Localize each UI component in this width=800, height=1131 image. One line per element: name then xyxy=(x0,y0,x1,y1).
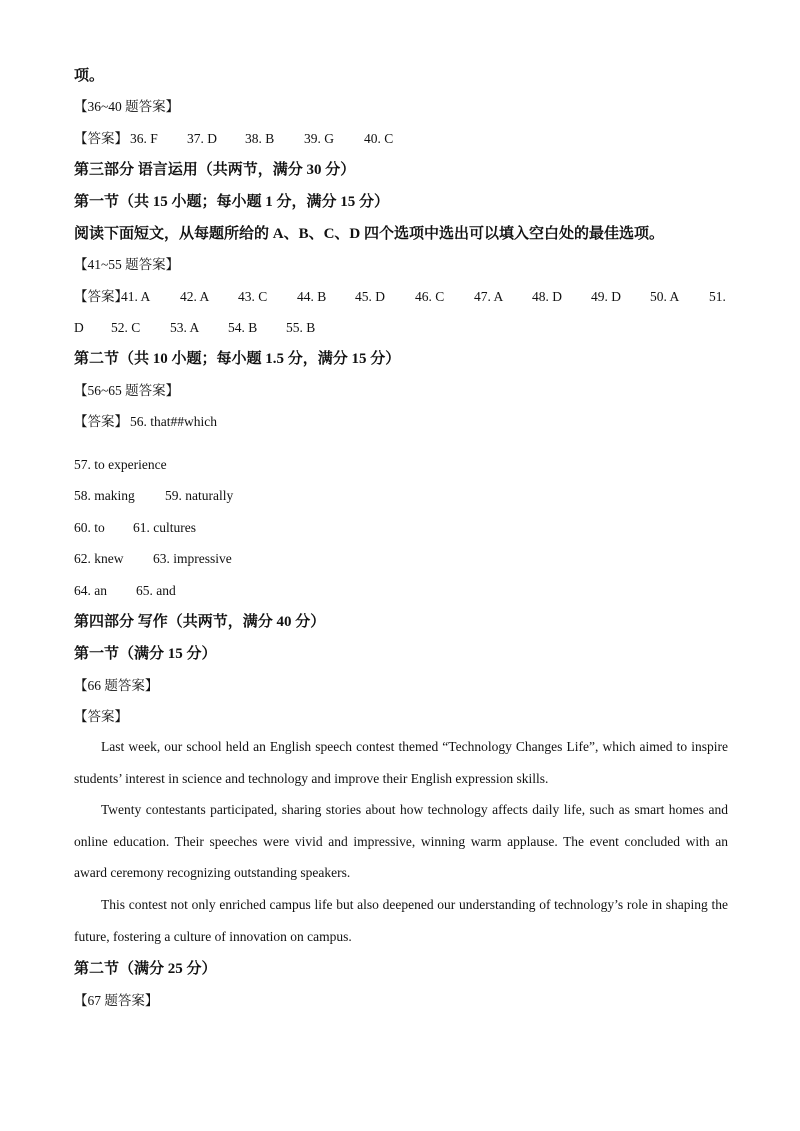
answer-item: 41. A xyxy=(121,289,151,304)
answer-item: 56. that##which xyxy=(130,414,217,429)
q36-40-header: 【36~40 题答案】 xyxy=(74,99,180,114)
answer-item: 65. and xyxy=(136,583,176,598)
answer-item: 58. making xyxy=(74,488,135,503)
answer-item: 37. D xyxy=(187,131,217,146)
answer-item: 52. C xyxy=(111,320,141,335)
answer-item: 44. B xyxy=(297,289,327,304)
essay-paragraph-1: Last week, our school held an English speech contest themed “Technology Changes Life”, which aimed to inspire students’ interest in science and technology and improve their English expression skills. xyxy=(74,739,728,786)
q56-65-header: 【56~65 题答案】 xyxy=(74,383,180,398)
answer-item: 39. G xyxy=(304,131,334,146)
q66-answer-label: 【答案】 xyxy=(74,709,128,724)
q66-header: 【66 题答案】 xyxy=(74,678,159,693)
part3-section2-title: 第二节（共 10 小题；每小题 1.5 分，满分 15 分） xyxy=(74,351,401,367)
answer-item: 60. to xyxy=(74,520,105,535)
part3-section1-title: 第一节（共 15 小题；每小题 1 分，满分 15 分） xyxy=(74,194,390,210)
part3-section1-instruction: 阅读下面短文，从每题所给的 A、B、C、D 四个选项中选出可以填入空白处的最佳选项。 xyxy=(74,226,665,242)
answer-item: 45. D xyxy=(355,289,385,304)
answer-item: 62. knew xyxy=(74,551,124,566)
q67-header: 【67 题答案】 xyxy=(74,993,159,1008)
answer-item: 61. cultures xyxy=(133,520,196,535)
answer-item: 53. A xyxy=(170,320,200,335)
answer-item: 54. B xyxy=(228,320,258,335)
answer-item: D xyxy=(74,320,84,335)
q41-55-header: 【41~55 题答案】 xyxy=(74,257,180,272)
answer-prefix: 【答案】 xyxy=(74,131,128,146)
answer-item: 48. D xyxy=(532,289,562,304)
answer-item: 59. naturally xyxy=(165,488,234,503)
part3-title: 第三部分 语言运用（共两节，满分 30 分） xyxy=(74,162,356,178)
answer-item: 42. A xyxy=(180,289,210,304)
answer-item: 38. B xyxy=(245,131,275,146)
essay-paragraph-3: This contest not only enriched campus life but also deepened our understanding of technology’s role in shaping the future, fostering a culture of innovation on campus. xyxy=(74,897,728,944)
answer-prefix: 【答案】 xyxy=(74,289,128,304)
top-fragment: 项。 xyxy=(74,68,105,84)
answer-item: 47. A xyxy=(474,289,504,304)
answer-item: 50. A xyxy=(650,289,680,304)
answer-item: 64. an xyxy=(74,583,107,598)
answer-prefix: 【答案】 xyxy=(74,414,128,429)
part4-section2-title: 第二节（满分 25 分） xyxy=(74,961,217,977)
answer-item: 55. B xyxy=(286,320,316,335)
answer-item: 51. xyxy=(709,289,726,304)
part4-section1-title: 第一节（满分 15 分） xyxy=(74,646,217,662)
essay-paragraph-2: Twenty contestants participated, sharing stories about how technology affects daily life, such as smart homes and online education. Their speeches were vivid and impressive, winning warm applause. The event concluded with an award ceremony recognizing outstanding speakers. xyxy=(74,802,728,880)
answer-item: 40. C xyxy=(364,131,394,146)
answer-item: 43. C xyxy=(238,289,268,304)
answer-item: 49. D xyxy=(591,289,621,304)
answer-item: 36. F xyxy=(130,131,158,146)
answer-item: 46. C xyxy=(415,289,445,304)
part4-title: 第四部分 写作（共两节，满分 40 分） xyxy=(74,614,326,630)
answer-item: 63. impressive xyxy=(153,551,232,566)
answer-item: 57. to experience xyxy=(74,457,167,472)
